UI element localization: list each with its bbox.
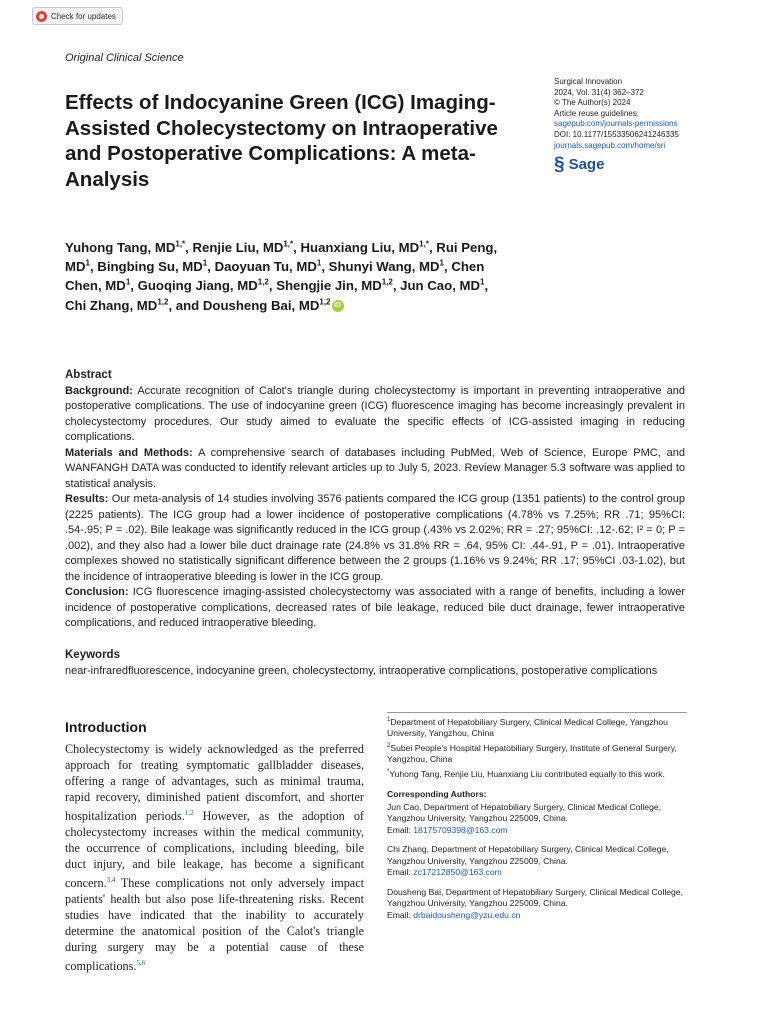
author-separator: , bbox=[321, 259, 329, 275]
email-label: Email: bbox=[387, 867, 414, 878]
email-link[interactable]: drbaidousheng@yzu.edu.cn bbox=[413, 909, 521, 920]
abstract-conclusion: Conclusion: ICG fluorescence imaging-assisted cholecystectomy was associated with a range of benefits, including a lower incidence of postoperative complications, decreased rates of bile leakage, reduced bile duct drainage, fewer intraoperative complications, and reduced intraoperative bleeding. bbox=[65, 586, 685, 629]
author-separator: , bbox=[130, 278, 138, 294]
updates-icon bbox=[36, 11, 47, 22]
author-name: Bingbing Su, MD bbox=[97, 259, 203, 275]
author-separator: , bbox=[392, 278, 401, 294]
check-for-updates-button[interactable] bbox=[32, 7, 123, 25]
journal-name: Surgical Innovation bbox=[554, 77, 623, 86]
author-name: Jun Cao, MD bbox=[400, 278, 481, 294]
author-separator: , bbox=[268, 278, 277, 294]
email-label: Email: bbox=[387, 824, 414, 835]
keywords bbox=[65, 648, 685, 679]
citation-link[interactable]: 5,6 bbox=[136, 959, 146, 968]
corresponding-authors-heading: Corresponding Authors: bbox=[387, 789, 487, 800]
corresponding-author-address: Jun Cao, Department of Hepatobiliary Surgery, Clinical Medical College, Yangzhou University, Yangzhou 225009, China. bbox=[387, 801, 662, 824]
abstract-background: Background: Accurate recognition of Calot's triangle during cholecystectomy is important in preventing intraoperative and postoperative complications. The use of indocyanine green (ICG) fluorescence imaging has become increasingly prevalent in cholecystectomy procedures. Our study aimed to evaluate the specific effects of ICG-assisted imaging in reducing complications. bbox=[65, 384, 685, 443]
intro-text-segment: Cholecystectomy is widely acknowledged as the preferred approach for treating symptomatic gallbladder diseases, offering a range of advantages, such as minimal trauma, rapid recovery, diminished patient discomfort, and shorter hospitalization periods. bbox=[65, 742, 364, 824]
author-name: Renjie Liu, MD bbox=[192, 240, 284, 255]
citation-link[interactable]: 3,4 bbox=[106, 876, 116, 885]
citation-link[interactable]: 1,2 bbox=[184, 809, 194, 817]
author-list bbox=[65, 238, 505, 315]
section-label: Original Clinical Science bbox=[65, 52, 184, 64]
intro-text-segment: These complications not only adversely impact patients' health but also pose life-threatening risks. Recent studies have indicated that the inability to accurately determine the anatomical position of the Calot's triangle during surgery may be a potential cause of these complications. bbox=[65, 876, 364, 974]
article-title: Effects of Indocyanine Green (ICG) Imaging-Assisted Cholecystectomy on Intraoperative and Postoperative Complications: A meta-Analysis bbox=[65, 91, 498, 191]
email-link[interactable]: 18175709398@163.com bbox=[413, 824, 508, 835]
author-affiliation-sup: 1,2 bbox=[381, 278, 393, 288]
author-affiliation-sup: 1 bbox=[202, 258, 208, 268]
author-affiliation-sup: 1,* bbox=[283, 239, 294, 249]
author-name: Guoqing Jiang, MD bbox=[137, 278, 258, 294]
orcid-icon[interactable]: iD bbox=[332, 300, 344, 312]
introduction-heading: Introduction bbox=[65, 719, 147, 735]
corresponding-author-address: Chi Zhang, Department of Hepatobiliary Surgery, Clinical Medical College, Yangzhou University, Yangzhou 225009, China. bbox=[387, 844, 669, 866]
corresponding-author bbox=[387, 887, 687, 922]
journal-info bbox=[554, 77, 679, 151]
author-name: Shunyi Wang, MD bbox=[328, 259, 440, 275]
journal-home-link[interactable]: journals.sagepub.com/home/sri bbox=[554, 140, 666, 150]
author-affiliation-sup: 1,2 bbox=[157, 297, 169, 307]
corresponding-author-email-line bbox=[387, 825, 687, 837]
email-label: Email: bbox=[387, 909, 414, 920]
author-name: Rui Peng, MD bbox=[65, 240, 498, 275]
corresponding-author-email-line bbox=[387, 867, 687, 879]
author-affiliation-sup: 1,* bbox=[419, 239, 429, 249]
author-affiliation-sup: 1,* bbox=[175, 239, 186, 249]
author-separator: , bbox=[89, 259, 98, 275]
equal-contribution-note: *Yuhong Tang, Renjie Liu, Huanxiang Liu contributed equally to this work. bbox=[387, 768, 665, 779]
author-separator: , bbox=[207, 259, 215, 275]
author-name: Chi Zhang, MD bbox=[65, 297, 158, 313]
corresponding-author-email-line bbox=[387, 910, 687, 922]
sage-s-icon: § bbox=[554, 154, 565, 175]
author-separator: , bbox=[293, 240, 301, 255]
corresponding-author-address: Dousheng Bai, Department of Hepatobiliary Surgery, Clinical Medical College, Yangzhou University, Yangzhou 225009, China. bbox=[387, 886, 683, 909]
author-separator: , bbox=[428, 240, 437, 255]
author-affiliation-sup: 1,2 bbox=[319, 297, 331, 307]
author-affiliation-sup: 1 bbox=[125, 278, 131, 288]
corresponding-author bbox=[387, 802, 687, 837]
keywords-heading: Keywords bbox=[65, 649, 120, 661]
author-name: Yuhong Tang, MD bbox=[65, 240, 176, 255]
abstract-methods: Materials and Methods: A comprehensive search of databases including PubMed, Web of Science, Europe PMC, and WANFANGH DATA was conducted to identify relevant articles up to July 5, 2023. Review Manager 5.3 software was applied to statistical analysis. bbox=[65, 446, 685, 490]
author-name: Huanxiang Liu, MD bbox=[300, 240, 420, 255]
footnotes bbox=[387, 712, 687, 921]
affiliation-2: $^2$Subei People's Hospital Hepatobiliary Surgery, Institute of General Surgery, Yangzhou, China bbox=[387, 742, 677, 765]
check-for-updates-label: Check for updates bbox=[51, 11, 116, 21]
corresponding-authors-list bbox=[387, 802, 687, 922]
author-name: Shengjie Jin, MD bbox=[276, 278, 382, 294]
reuse-label: Article reuse guidelines: bbox=[554, 108, 639, 118]
sage-wordmark: Sage bbox=[568, 156, 605, 173]
author-affiliation-sup: 1,2 bbox=[257, 278, 269, 288]
affiliation-1: $^1$Department of Hepatobiliary Surgery, Clinical Medical College, Yangzhou University, Yangzhou, China bbox=[387, 716, 668, 739]
introduction bbox=[65, 719, 364, 974]
author-separator: , and bbox=[168, 297, 203, 313]
author-separator: , bbox=[185, 240, 193, 255]
author-affiliation-sup: 1 bbox=[316, 258, 322, 268]
corresponding-author bbox=[387, 844, 687, 879]
email-link[interactable]: zc17212850@163.com bbox=[413, 867, 502, 878]
author-separator: , bbox=[444, 259, 452, 275]
journal-volume: 2024, Vol. 31(4) 362–372 bbox=[554, 87, 644, 97]
abstract bbox=[65, 368, 685, 632]
author-separator: , bbox=[484, 278, 489, 294]
abstract-results: Results: Our meta-analysis of 14 studies involving 3576 patients compared the ICG group (1351 patients) to the control group (2225 patients). The ICG group had a lower incidence of postoperative complications (4.78% vs 7.25%; RR .71; 95%CI: .54-.95; P = .02). Bile leakage was significantly reduced in the ICG group (.43% vs 2.02%; RR = .27; 95%CI: .12-.62; I² = 0; P = .002), and they also had a lower bile duct drainage rate (24.8% vs 31.8% RR = .64, 95% CI: .44-.91, P = .01). Intraoperative complexes showed no statistically significant difference between the 2 groups (1.16% vs 9.24%; RR .17; 95%CI .03-1.02), but the incidence of intraoperative bleeding is lower in the ICG group. bbox=[65, 493, 686, 583]
permissions-link[interactable]: sagepub.com/journals-permissions bbox=[554, 119, 678, 129]
author-name: Dousheng Bai, MD bbox=[202, 297, 320, 313]
intro-text-segment: However, as the adoption of cholecystectomy increases within the medical community, the occurrence of complications, including bleeding, bile duct injury, and bile leakage, has become a significant concern. bbox=[65, 809, 364, 891]
author-affiliation-sup: 1 bbox=[85, 258, 90, 268]
keywords-text: near-infraredfluorescence, indocyanine green, cholecystectomy, intraoperative complications, postoperative complications bbox=[65, 664, 658, 677]
author-name: Daoyuan Tu, MD bbox=[214, 259, 317, 275]
author-affiliation-sup: 1 bbox=[480, 278, 485, 288]
author-name: Chen Chen, MD bbox=[65, 259, 485, 294]
author-affiliation-sup: 1 bbox=[439, 258, 444, 268]
journal-copyright: © The Author(s) 2024 bbox=[554, 98, 631, 108]
abstract-heading: Abstract bbox=[65, 369, 112, 381]
doi: DOI: 10.1177/15533506241246335 bbox=[554, 129, 679, 139]
introduction-text bbox=[65, 741, 364, 974]
sage-logo bbox=[554, 156, 604, 173]
